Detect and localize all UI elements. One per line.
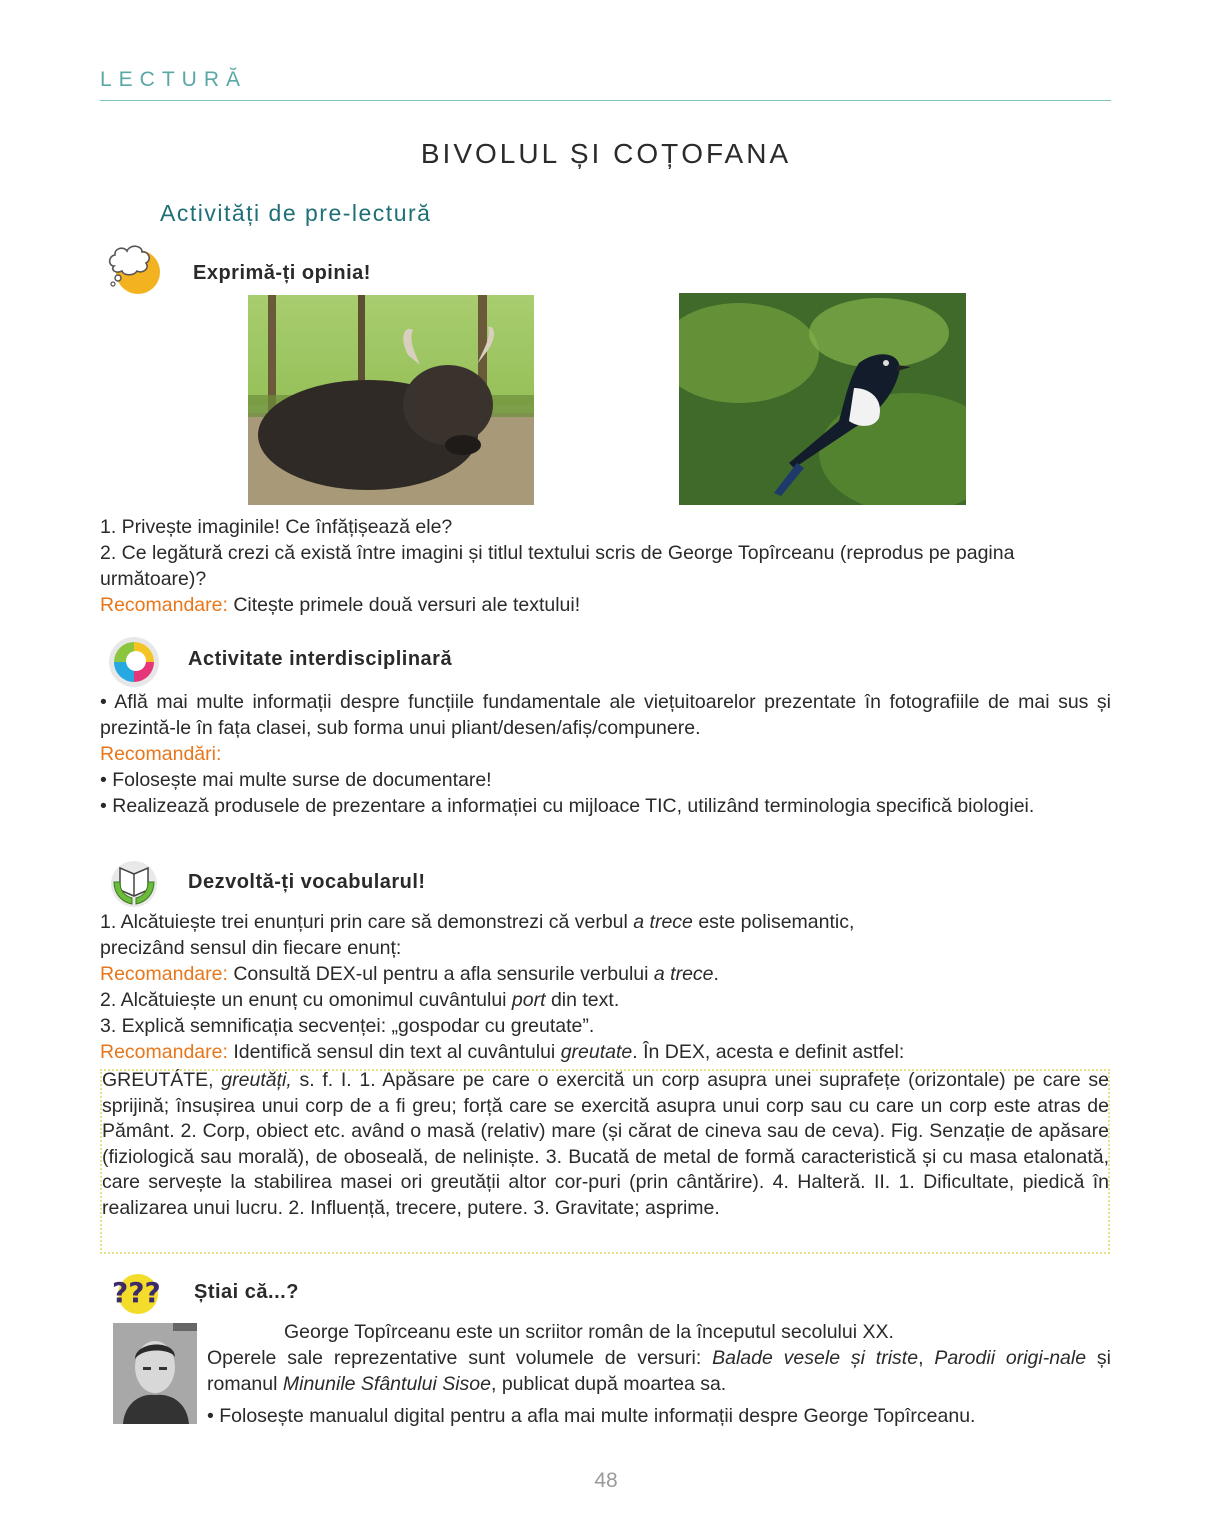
opinion-question-2: 2. Ce legătură crezi că există între imagini și titlul textului scris de George Topîrceanu (reprodus pe pagina următoare)? xyxy=(100,542,1015,590)
magpie-photo xyxy=(679,293,966,505)
emphasis: a trece xyxy=(653,963,714,985)
section-subtitle: Activități de pre-lectură xyxy=(160,200,432,226)
recommendation-label: Recomandare: xyxy=(100,963,228,985)
book-title: Balade vesele și triste xyxy=(712,1347,919,1369)
text-span: Operele sale reprezentative sunt volumele de versuri: xyxy=(207,1347,713,1369)
text-span: , xyxy=(918,1347,935,1369)
opinion-recommendation xyxy=(100,593,1111,619)
book-title: Minunile Sfântului Sisoe xyxy=(282,1372,491,1395)
colorful-circle-icon xyxy=(108,636,160,688)
interdisciplinary-heading: Activitate interdisciplinară xyxy=(188,648,453,670)
author-line-3: • Folosește manualul digital pentru a afla mai multe informații despre George Topîrceanu. xyxy=(207,1405,976,1427)
thought-bubble-icon xyxy=(104,240,162,296)
question-marks-icon xyxy=(108,1268,164,1314)
interdisciplinary-bullet-1: • Folosește mai multe surse de documentare! xyxy=(100,769,492,791)
text-span: . xyxy=(713,963,719,985)
question-marks-glyphs: ??? xyxy=(112,1276,161,1309)
vocabulary-item-3: 3. Explică semnificația secvenței: „gospodar cu greutate”. xyxy=(100,1015,595,1037)
emphasis: a trece xyxy=(633,911,693,933)
vocabulary-recommendation-1 xyxy=(100,962,1111,988)
interdisciplinary-paragraph: • Află mai multe informații despre funcțiile fundamentale ale viețuitoarelor prezentate în fotografiile de mai sus și prezintă-le în fața clasei, sub forma unui pliant/desen/afiș/compunere. xyxy=(100,691,1111,739)
opinion-question-1: 1. Privește imaginile! Ce înfățișează ele? xyxy=(100,516,453,538)
text-span: din text. xyxy=(545,989,620,1011)
didyouknow-heading: Știai că...? xyxy=(194,1281,299,1303)
book-hands-icon xyxy=(108,858,160,908)
interdisciplinary-bullet-2: • Realizează produsele de prezentare a informației cu mijloace TIC, utilizând terminologia specifică biologiei. xyxy=(100,795,1035,817)
text-span: este polisemantic, xyxy=(692,911,855,933)
buffalo-photo xyxy=(248,295,534,505)
vocabulary-item-2 xyxy=(100,988,1111,1014)
author-portrait xyxy=(113,1323,197,1424)
definition-headword: GREUTÁTE, xyxy=(102,1069,222,1091)
interdisciplinary-recommendation-label: Recomandări: xyxy=(100,743,222,765)
header-rule xyxy=(100,100,1111,101)
opinion-heading: Exprimă-ți opinia! xyxy=(193,262,371,284)
emphasis: greutate xyxy=(560,1041,633,1063)
vocabulary-heading: Dezvoltă-ți vocabularul! xyxy=(188,871,426,893)
section-label: LECTURĂ xyxy=(100,68,248,91)
emphasis: greutăți, xyxy=(221,1069,292,1091)
text-span: Identifică sensul din text al cuvântului xyxy=(227,1041,561,1063)
text-span: . În DEX, acesta e definit astfel: xyxy=(632,1041,905,1063)
author-line-2 xyxy=(207,1346,1111,1397)
page-number: 48 xyxy=(594,1469,618,1492)
emphasis: port xyxy=(511,989,546,1011)
recommendation-text: Citește primele două versuri ale textului! xyxy=(227,594,581,616)
text-span: și romanul xyxy=(207,1347,1111,1395)
text-span: 2. Alcătuiește un enunț cu omonimul cuvântului xyxy=(100,989,512,1011)
definition-text xyxy=(102,1068,1109,1221)
vocabulary-recommendation-2 xyxy=(100,1040,1111,1066)
text-span: , publicat după moartea sa. xyxy=(491,1372,727,1395)
book-title: Parodii origi-nale xyxy=(934,1347,1087,1369)
recommendation-label: Recomandare: xyxy=(100,594,228,616)
author-line-1: George Topîrceanu este un scriitor român de la începutul secolului XX. xyxy=(284,1321,894,1343)
definition-body: s. f. I. 1. Apăsare pe care o exercită un corp asupra unei suprafețe (orizontale) pe care se sprijină; însușirea unui corp de a fi greu; forță care se exercită asupra unui corp sau cu care un corp este atras de Pământ. 2. Corp, obiect etc. având o masă (relativ) mare (și cărat de cineva sau de ceva). Fig. Senzație de apăsare (fiziologică sau morală), de oboseală, de neliniște. 3. Bucată de metal de formă caracteristică și cu masa etalonată, care servește la stabilirea masei ori greutății altor cor-puri (prin cântărire). 4. Halteră. II. 1. Dificultate, piedică în realizarea unui lucru. 2. Influență, trecere, putere. 3. Gravitate; asprime. xyxy=(102,1069,1109,1219)
vocabulary-item-1-cont: precizând sensul din fiecare enunț: xyxy=(100,937,402,959)
text-span: Consultă DEX-ul pentru a afla sensurile verbului xyxy=(227,963,654,985)
page-title: BIVOLUL ȘI COȚOFANA xyxy=(420,138,792,169)
vocabulary-item-1 xyxy=(100,910,1111,936)
recommendation-label: Recomandare: xyxy=(100,1041,228,1063)
text-span: 1. Alcătuiește trei enunțuri prin care să demonstrezi că verbul xyxy=(100,911,634,933)
